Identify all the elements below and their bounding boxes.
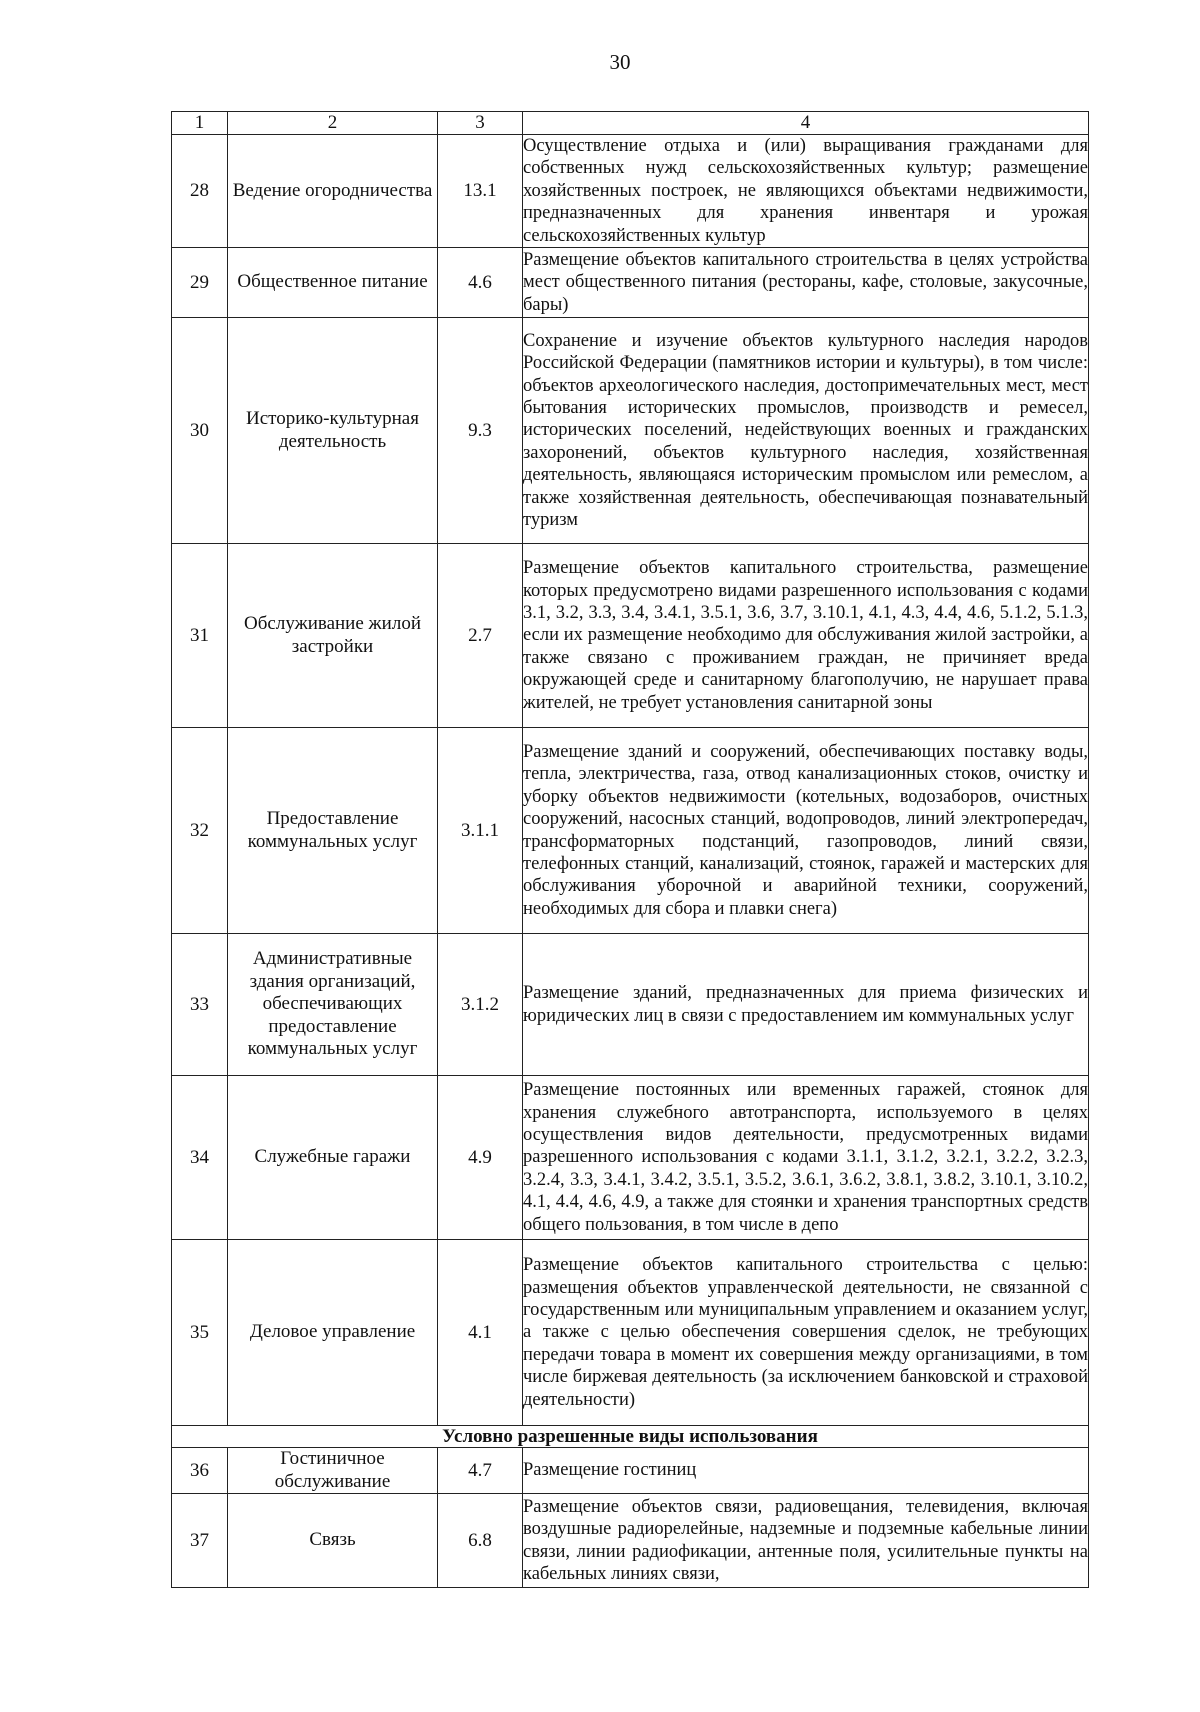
use-type-name: Деловое управление [228, 1240, 438, 1426]
use-type-description: Размещение зданий, предназначенных для приема физических и юридических лиц в связи с предоставлением им коммунальных услуг [523, 934, 1089, 1076]
table-row [172, 728, 1089, 934]
use-type-description: Размещение объектов капитального строительства с целью: размещения объектов управленческой деятельности, не связанной с государственным или муниципальным управлением и оказанием услуг, а также с целью обеспечения совершения сделок, не требующих передачи товара в момент их совершения между организациями, в том числе биржевая деятельность (за исключением банковской и страховой деятельности) [523, 1240, 1089, 1426]
use-type-description: Размещение гостиниц [523, 1448, 1089, 1494]
land-use-table [171, 111, 1089, 1588]
table-row [172, 1494, 1089, 1588]
row-number: 30 [172, 318, 228, 544]
use-type-name: Служебные гаражи [228, 1076, 438, 1240]
use-type-name: Гостиничное обслуживание [228, 1448, 438, 1494]
row-number: 33 [172, 934, 228, 1076]
use-type-code: 2.7 [438, 544, 523, 728]
use-type-code: 3.1.2 [438, 934, 523, 1076]
table-row [172, 1240, 1089, 1426]
use-type-code: 9.3 [438, 318, 523, 544]
use-type-description: Размещение постоянных или временных гаражей, стоянок для хранения служебного автотранспорта, используемого в целях осуществления видов деятельности, предусмотренных видами разрешенного использования с кодами 3.1.1, 3.1.2, 3.2.1, 3.2.2, 3.2.3, 3.2.4, 3.3, 3.4.1, 3.4.2, 3.5.1, 3.5.2, 3.6.1, 3.6.2, 3.8.1, 3.8.2, 3.10.1, 3.10.2, 4.1, 4.4, 4.6, 4.9, а также для стоянки и хранения транспортных средств общего пользования, в том числе в депо [523, 1076, 1089, 1240]
row-number: 35 [172, 1240, 228, 1426]
use-type-code: 4.9 [438, 1076, 523, 1240]
row-number: 32 [172, 728, 228, 934]
table-row [172, 1448, 1089, 1494]
table-row [172, 248, 1089, 318]
use-type-description: Размещение объектов капитального строительства в целях устройства мест общественного питания (рестораны, кафе, столовые, закусочные, бары) [523, 248, 1089, 318]
use-type-code: 4.1 [438, 1240, 523, 1426]
use-type-name: Историко-культурная деятельность [228, 318, 438, 544]
table-row [172, 318, 1089, 544]
use-type-description: Размещение объектов связи, радиовещания, телевидения, включая воздушные радиорелейные, надземные и подземные кабельные линии связи, линии радиофикации, антенные поля, усилительные пункты на кабельных линиях связи, [523, 1494, 1089, 1588]
use-type-code: 6.8 [438, 1494, 523, 1588]
row-number: 37 [172, 1494, 228, 1588]
use-type-code: 13.1 [438, 135, 523, 248]
table-row [172, 1076, 1089, 1240]
table-row [172, 934, 1089, 1076]
use-type-name: Административные здания организаций, обеспечивающих предоставление коммунальных услуг [228, 934, 438, 1076]
column-header: 2 [228, 112, 438, 135]
table-header-row [172, 112, 1089, 135]
row-number: 36 [172, 1448, 228, 1494]
use-type-name: Предоставление коммунальных услуг [228, 728, 438, 934]
use-type-name: Связь [228, 1494, 438, 1588]
use-type-description: Размещение объектов капитального строительства, размещение которых предусмотрено видами разрешенного использования с кодами 3.1, 3.2, 3.3, 3.4, 3.4.1, 3.5.1, 3.6, 3.7, 3.10.1, 4.1, 4.3, 4.4, 4.6, 5.1.2, 5.1.3, если их размещение необходимо для обслуживания жилой застройки, а также связано с проживанием граждан, не причиняет вреда окружающей среде и санитарному благополучию, не нарушает права жителей, не требует установления санитарной зоны [523, 544, 1089, 728]
row-number: 29 [172, 248, 228, 318]
row-number: 31 [172, 544, 228, 728]
use-type-code: 4.6 [438, 248, 523, 318]
use-type-description: Осуществление отдыха и (или) выращивания гражданами для собственных нужд сельскохозяйственных культур; размещение хозяйственных построек, не являющихся объектами недвижимости, предназначенных для хранения инвентаря и урожая сельскохозяйственных культур [523, 136, 1088, 246]
section-title: Условно разрешенные виды использования [172, 1426, 1089, 1448]
use-type-name: Общественное питание [228, 248, 438, 318]
use-type-description: Сохранение и изучение объектов культурного наследия народов Российской Федерации (памятников истории и культуры), в том числе: объектов археологического наследия, достопримечательных мест, мест бытования исторических промыслов, производств и ремесел, исторических поселений, недействующих военных и гражданских захоронений, объектов культурного наследия, хозяйственная деятельность, являющаяся историческим промыслом или ремеслом, а также хозяйственная деятельность, обеспечивающая познавательный туризм [523, 318, 1089, 544]
use-type-code: 4.7 [438, 1448, 523, 1494]
column-header: 3 [438, 112, 523, 135]
column-header: 1 [172, 112, 228, 135]
use-type-name: Обслуживание жилой застройки [228, 544, 438, 728]
table-row [172, 544, 1089, 728]
section-header-row [172, 1426, 1089, 1448]
row-number: 28 [172, 135, 228, 248]
use-type-description: Размещение зданий и сооружений, обеспечивающих поставку воды, тепла, электричества, газа, отвод канализационных стоков, очистку и уборку объектов недвижимости (котельных, водозаборов, очистных сооружений, насосных станций, водопроводов, линий электропередач, трансформаторных подстанций, газопроводов, линий связи, телефонных станций, канализаций, стоянок, гаражей и мастерских для обслуживания уборочной и аварийной техники, сооружений, необходимых для сбора и плавки снега) [523, 728, 1089, 934]
use-type-code: 3.1.1 [438, 728, 523, 934]
table-row [172, 135, 1089, 248]
use-type-name: Ведение огородничества [228, 135, 438, 248]
row-number: 34 [172, 1076, 228, 1240]
column-header: 4 [523, 112, 1089, 135]
page-number: 30 [609, 50, 631, 74]
